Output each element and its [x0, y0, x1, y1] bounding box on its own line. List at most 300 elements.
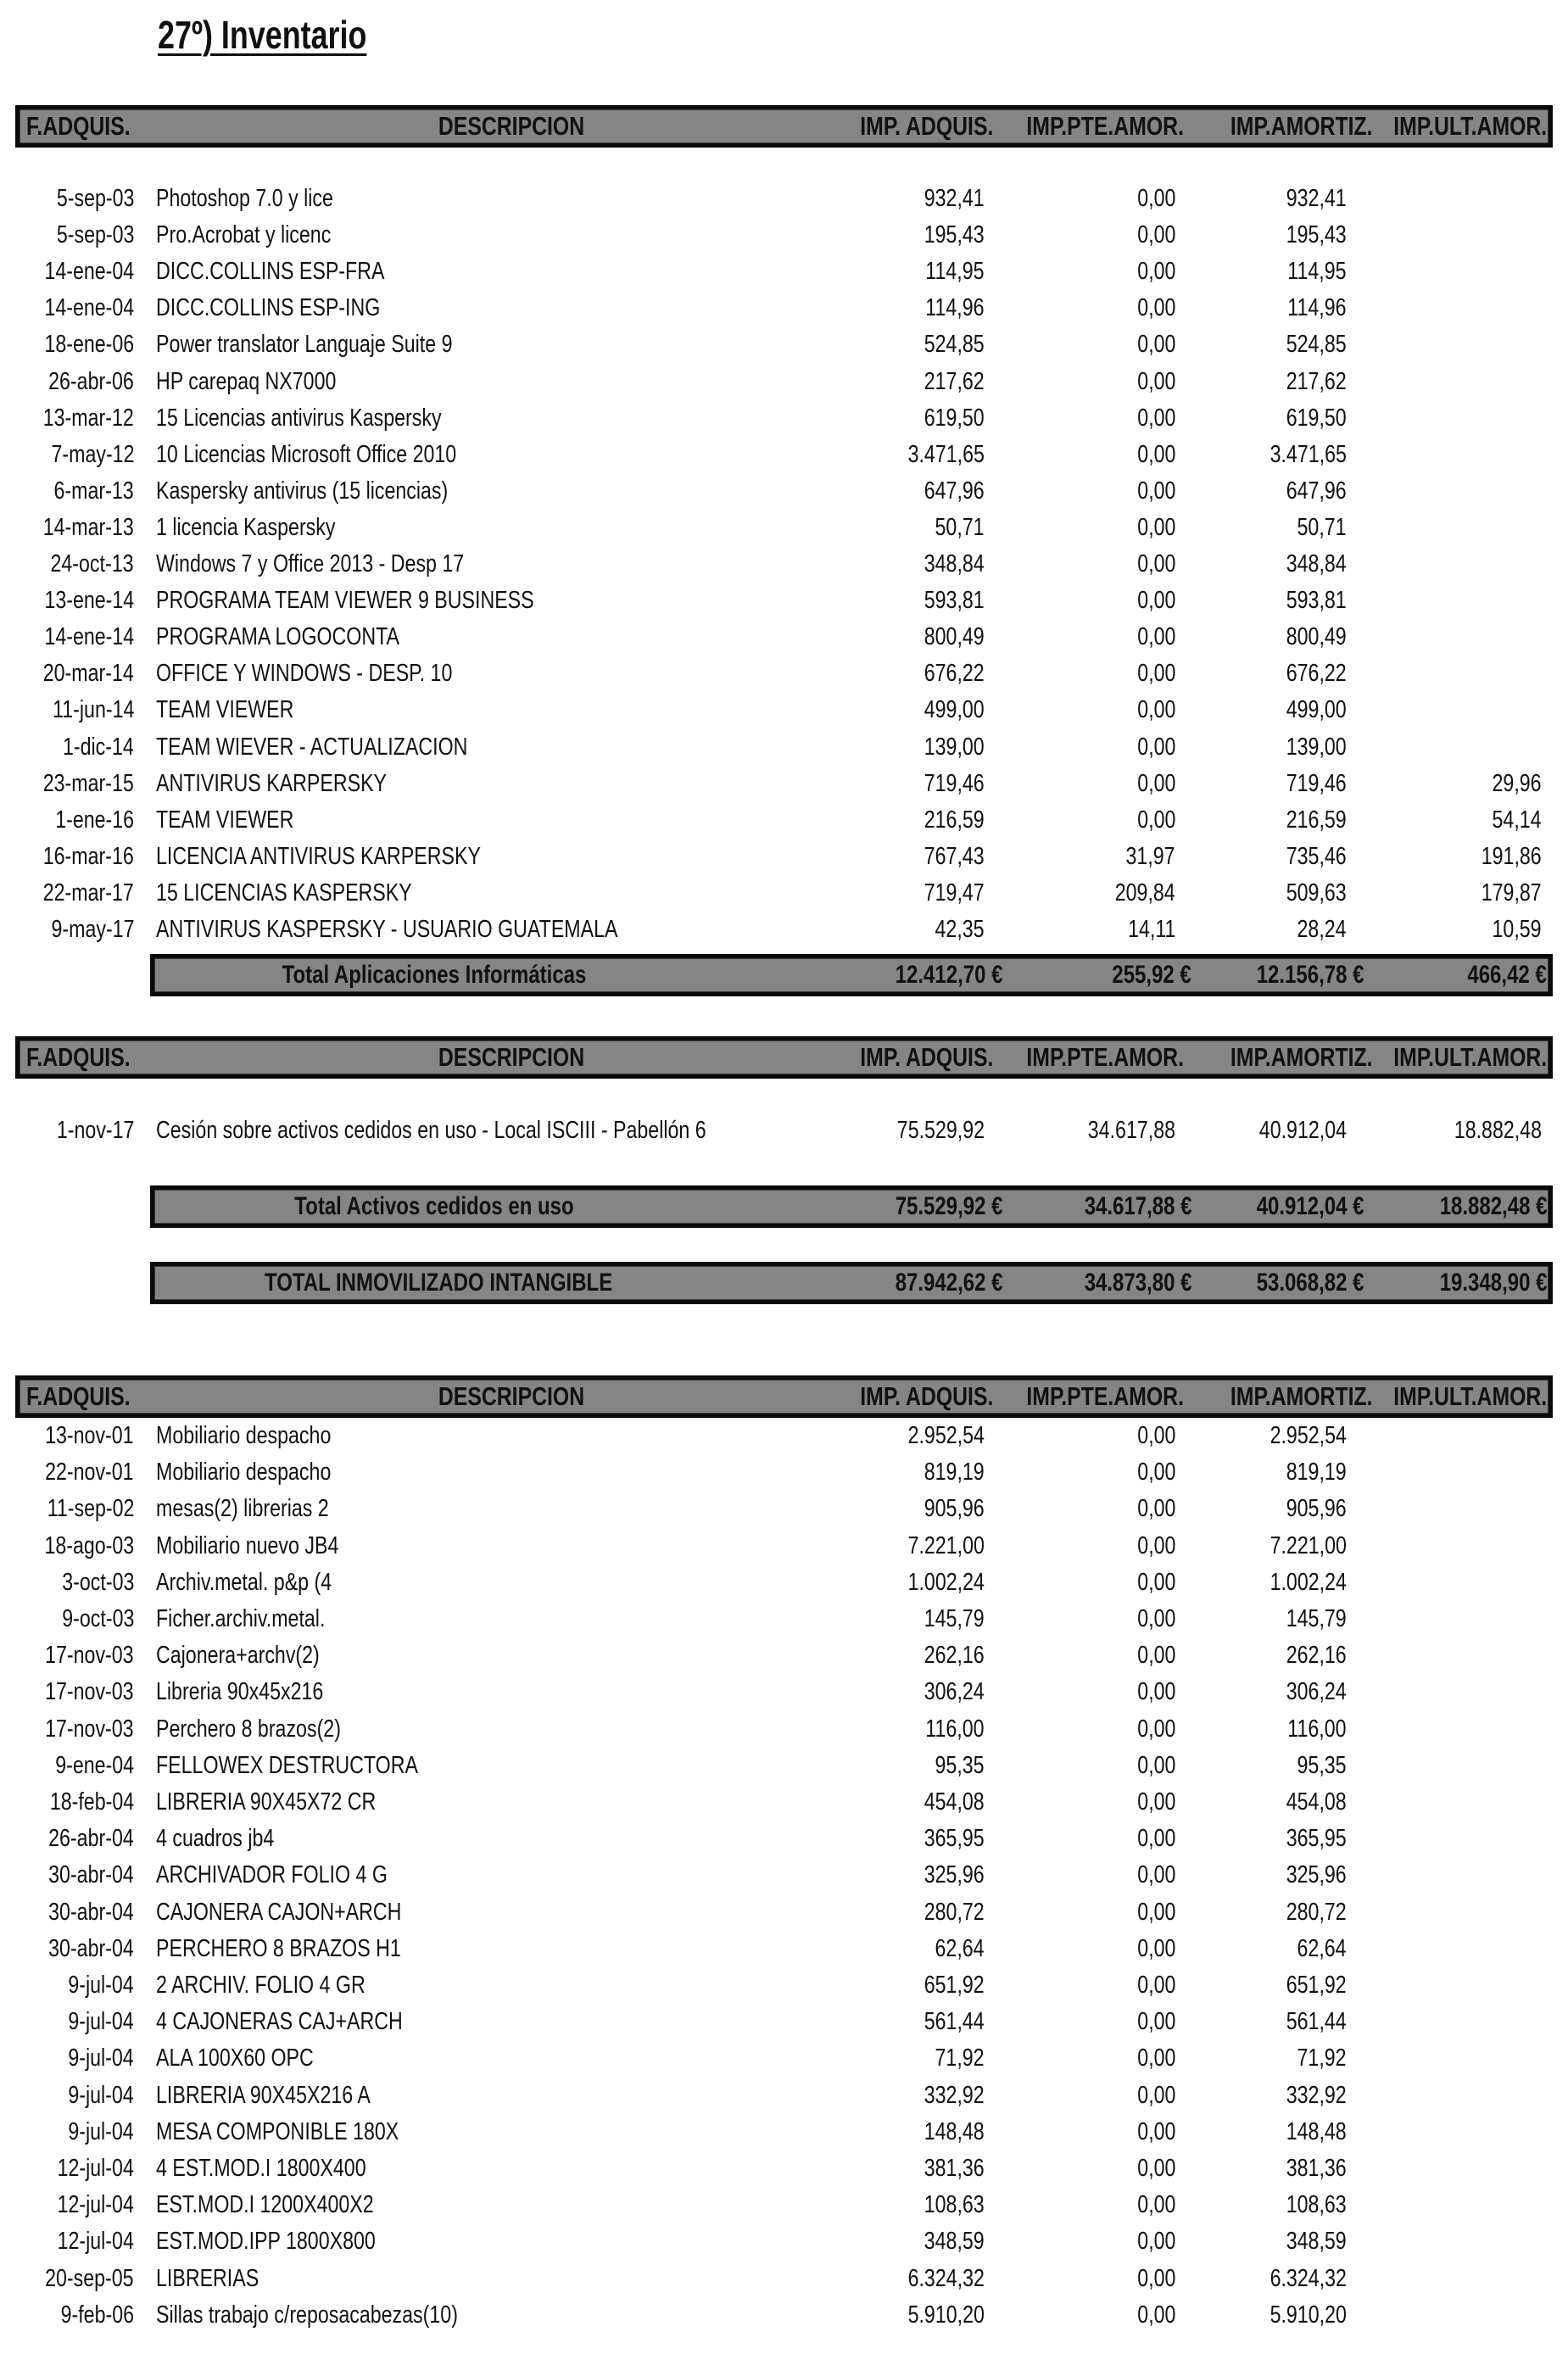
cell-imp-pte-amor: 0,00 [1136, 733, 1175, 761]
table-row [0, 1674, 1568, 1710]
cell-imp-adquis: 381,36 [924, 2155, 985, 2182]
cell-description: Cesión sobre activos cedidos en uso - Local ISCIII - Pabellón 6 [156, 1117, 706, 1144]
table-row [0, 766, 1568, 802]
cell-description: 4 cuadros jb4 [156, 1825, 275, 1853]
cell-imp-adquis: 454,08 [924, 1788, 985, 1816]
cell-imp-adquis: 116,00 [925, 1715, 985, 1743]
table-row [0, 619, 1568, 655]
cell-date: 18-ago-03 [44, 1531, 134, 1559]
cell-imp-ult-amor: 54,14 [1492, 806, 1542, 834]
page-title: 27º) Inventario [158, 13, 367, 57]
col-header-date: F.ADQUIS. [26, 111, 131, 141]
cell-imp-amortiz: 593,81 [1286, 587, 1347, 615]
cell-description: Ficher.archiv.metal. [156, 1605, 326, 1632]
grand-total-bar [150, 1262, 1553, 1304]
cell-imp-pte-amor: 0,00 [1136, 2301, 1175, 2329]
cell-imp-amortiz: 306,24 [1286, 1678, 1347, 1706]
cell-imp-amortiz: 139,00 [1286, 733, 1347, 761]
cell-description: 4 CAJONERAS CAJ+ARCH [156, 2008, 403, 2036]
cell-description: ARCHIVADOR FOLIO 4 G [156, 1861, 388, 1889]
cell-description: Pro.Acrobat y licenc [156, 221, 332, 249]
cell-imp-adquis: 195,43 [924, 221, 985, 249]
cell-date: 24-oct-13 [50, 550, 134, 577]
table-row [0, 546, 1568, 583]
cell-imp-amortiz: 114,95 [1287, 258, 1347, 286]
cell-imp-pte-amor: 0,00 [1136, 2191, 1175, 2219]
cell-date: 9-jul-04 [68, 2081, 134, 2109]
cell-imp-pte-amor: 0,00 [1136, 1459, 1175, 1487]
cell-imp-pte-amor: 0,00 [1136, 294, 1175, 322]
cell-imp-pte-amor: 0,00 [1136, 185, 1175, 212]
cell-imp-amortiz: 40.912,04 [1258, 1117, 1347, 1144]
cell-imp-pte-amor: 14,11 [1127, 916, 1175, 943]
cell-imp-ult-amor: 179,87 [1482, 879, 1542, 906]
cell-imp-adquis: 800,49 [924, 623, 985, 651]
table-row [0, 2297, 1568, 2334]
cell-imp-ult-amor: 29,96 [1492, 769, 1542, 797]
grand-total-imp-pte-amor: 34.873,80 € [1084, 1269, 1191, 1297]
cell-date: 9-ene-04 [55, 1751, 134, 1779]
cell-imp-pte-amor: 0,00 [1136, 1715, 1175, 1743]
cell-date: 20-mar-14 [42, 660, 134, 688]
table-header-1 [15, 105, 1553, 148]
cell-description: CAJONERA CAJON+ARCH [156, 1898, 402, 1926]
cell-imp-amortiz: 561,44 [1286, 2008, 1347, 2036]
table-row [0, 1748, 1568, 1784]
cell-imp-pte-amor: 0,00 [1136, 1751, 1175, 1779]
table-row [0, 2223, 1568, 2260]
table-row [0, 217, 1568, 254]
table-row [0, 2040, 1568, 2077]
total-imp-pte-amor: 34.617,88 € [1084, 1192, 1191, 1220]
cell-imp-adquis: 114,95 [925, 258, 985, 286]
cell-description: PROGRAMA LOGOCONTA [156, 623, 400, 651]
cell-description: ANTIVIRUS KASPERSKY - USUARIO GUATEMALA [156, 916, 618, 943]
cell-description: PERCHERO 8 BRAZOS H1 [156, 1934, 401, 1962]
cell-imp-pte-amor: 0,00 [1136, 1422, 1175, 1449]
col-header-imp-amortiz: IMP.AMORTIZ. [1230, 111, 1373, 141]
col-header-imp-ult-amor: IMP.ULT.AMOR. [1393, 111, 1547, 141]
cell-imp-amortiz: 108,63 [1286, 2191, 1347, 2219]
cell-date: 22-nov-01 [45, 1459, 134, 1487]
cell-description: LIBRERIA 90X45X216 A [156, 2081, 371, 2109]
cell-description: Kaspersky antivirus (15 licencias) [156, 477, 449, 505]
cell-imp-adquis: 280,72 [924, 1898, 985, 1926]
table-row [0, 437, 1568, 473]
cell-description: 4 EST.MOD.I 1800X400 [156, 2155, 366, 2182]
cell-imp-pte-amor: 0,00 [1136, 1678, 1175, 1706]
cell-description: Photoshop 7.0 y lice [156, 185, 333, 212]
cell-imp-amortiz: 735,46 [1286, 842, 1347, 870]
cell-imp-pte-amor: 0,00 [1136, 1568, 1175, 1596]
cell-imp-adquis: 332,92 [924, 2081, 985, 2109]
cell-imp-adquis: 5.910,20 [907, 2301, 985, 2329]
cell-imp-amortiz: 365,95 [1286, 1825, 1347, 1853]
col-header-date: F.ADQUIS. [26, 1381, 131, 1411]
table-row [0, 692, 1568, 728]
cell-imp-adquis: 325,96 [924, 1861, 985, 1889]
cell-imp-amortiz: 454,08 [1286, 1788, 1347, 1816]
cell-imp-pte-amor: 0,00 [1136, 404, 1175, 432]
cell-description: DICC.COLLINS ESP-FRA [156, 258, 385, 286]
cell-imp-pte-amor: 209,84 [1115, 879, 1175, 906]
cell-imp-amortiz: 71,92 [1297, 2044, 1347, 2072]
cell-imp-amortiz: 114,96 [1287, 294, 1347, 322]
cell-imp-amortiz: 217,62 [1286, 367, 1347, 395]
cell-imp-adquis: 647,96 [924, 477, 985, 505]
cell-date: 9-jul-04 [68, 2117, 134, 2145]
cell-imp-adquis: 819,19 [924, 1459, 985, 1487]
cell-date: 9-jul-04 [68, 2008, 134, 2036]
cell-date: 17-nov-03 [45, 1678, 134, 1706]
cell-imp-amortiz: 1.002,24 [1269, 1568, 1347, 1596]
cell-date: 22-mar-17 [42, 879, 134, 906]
cell-date: 9-jul-04 [68, 2044, 134, 2072]
table-row [0, 254, 1568, 290]
cell-imp-adquis: 348,84 [924, 550, 985, 577]
cell-description: 10 Licencias Microsoft Office 2010 [156, 440, 457, 468]
table-row [0, 364, 1568, 400]
cell-imp-amortiz: 95,35 [1297, 1751, 1347, 1779]
cell-description: LIBRERIA 90X45X72 CR [156, 1788, 377, 1816]
cell-imp-pte-amor: 0,00 [1136, 1531, 1175, 1559]
cell-imp-amortiz: 819,19 [1286, 1459, 1347, 1487]
cell-date: 6-mar-13 [53, 477, 134, 505]
cell-date: 12-jul-04 [57, 2155, 134, 2182]
cell-date: 23-mar-15 [42, 769, 134, 797]
cell-imp-amortiz: 719,46 [1286, 769, 1347, 797]
table-row [0, 400, 1568, 437]
cell-imp-amortiz: 148,48 [1286, 2117, 1347, 2145]
cell-imp-adquis: 50,71 [935, 513, 985, 541]
cell-date: 18-ene-06 [44, 331, 134, 359]
col-header-imp-adquis: IMP. ADQUIS. [859, 111, 993, 141]
cell-imp-amortiz: 332,92 [1286, 2081, 1347, 2109]
cell-imp-adquis: 148,48 [924, 2117, 985, 2145]
cell-imp-amortiz: 381,36 [1286, 2155, 1347, 2182]
cell-date: 9-feb-06 [60, 2301, 134, 2329]
cell-date: 1-nov-17 [56, 1117, 134, 1144]
col-header-desc: DESCRIPCION [438, 1381, 585, 1411]
cell-date: 26-abr-06 [48, 367, 134, 395]
cell-imp-pte-amor: 0,00 [1136, 1495, 1175, 1523]
cell-imp-adquis: 95,35 [935, 1751, 985, 1779]
cell-date: 30-abr-04 [48, 1934, 134, 1962]
cell-description: Perchero 8 brazos(2) [156, 1715, 341, 1743]
total-imp-amortiz: 12.156,78 € [1256, 961, 1364, 989]
total-label: Total Aplicaciones Informáticas [282, 961, 587, 989]
cell-imp-pte-amor: 0,00 [1136, 1825, 1175, 1853]
table-header-2 [15, 1036, 1553, 1079]
grand-total-label: TOTAL INMOVILIZADO INTANGIBLE [265, 1269, 613, 1297]
cell-imp-pte-amor: 0,00 [1136, 1972, 1175, 1999]
grand-total-imp-adquis: 87.942,62 € [895, 1269, 1002, 1297]
table-row [0, 1784, 1568, 1821]
cell-imp-pte-amor: 0,00 [1136, 2081, 1175, 2109]
cell-imp-amortiz: 3.471,65 [1269, 440, 1347, 468]
cell-date: 11-jun-14 [52, 696, 134, 724]
grand-total-imp-ult-amor: 19.348,90 € [1439, 1269, 1547, 1297]
cell-date: 12-jul-04 [57, 2191, 134, 2219]
cell-date: 1-ene-16 [55, 806, 134, 834]
table-row [0, 1418, 1568, 1454]
cell-description: MESA COMPONIBLE 180X [156, 2117, 399, 2145]
cell-imp-pte-amor: 0,00 [1136, 660, 1175, 688]
cell-description: Sillas trabajo c/reposacabezas(10) [156, 2301, 458, 2329]
table-row [0, 912, 1568, 948]
table-row [0, 1528, 1568, 1565]
cell-imp-adquis: 71,92 [935, 2044, 985, 2072]
cell-date: 16-mar-16 [42, 842, 134, 870]
cell-description: Archiv.metal. p&p (4 [156, 1568, 332, 1596]
cell-imp-pte-amor: 0,00 [1136, 587, 1175, 615]
col-header-desc: DESCRIPCION [438, 1042, 585, 1072]
cell-imp-adquis: 75.529,92 [896, 1117, 985, 1144]
cell-imp-amortiz: 800,49 [1286, 623, 1347, 651]
cell-imp-amortiz: 262,16 [1286, 1642, 1347, 1670]
cell-imp-amortiz: 509,63 [1286, 879, 1347, 906]
cell-date: 30-abr-04 [48, 1898, 134, 1926]
cell-imp-pte-amor: 0,00 [1136, 258, 1175, 286]
table-row [0, 583, 1568, 619]
cell-description: Cajonera+archv(2) [156, 1642, 320, 1670]
cell-description: TEAM VIEWER [156, 696, 294, 724]
cell-imp-adquis: 593,81 [924, 587, 985, 615]
col-header-imp-amortiz: IMP.AMORTIZ. [1230, 1381, 1373, 1411]
col-header-imp-adquis: IMP. ADQUIS. [859, 1381, 993, 1411]
cell-imp-adquis: 651,92 [924, 1972, 985, 1999]
cell-date: 13-ene-14 [44, 587, 134, 615]
table-row [0, 2114, 1568, 2150]
table-row [0, 1967, 1568, 2004]
total-imp-pte-amor: 255,92 € [1112, 961, 1191, 989]
cell-imp-amortiz: 524,85 [1286, 331, 1347, 359]
cell-description: Mobiliario despacho [156, 1459, 332, 1487]
cell-imp-amortiz: 5.910,20 [1269, 2301, 1347, 2329]
cell-imp-pte-amor: 0,00 [1136, 1898, 1175, 1926]
table-row [0, 802, 1568, 839]
table-row [0, 1821, 1568, 1857]
cell-imp-ult-amor: 191,86 [1482, 842, 1542, 870]
table-row [0, 473, 1568, 510]
cell-date: 1-dic-14 [63, 733, 134, 761]
table-row [0, 1637, 1568, 1674]
cell-imp-amortiz: 348,59 [1286, 2228, 1347, 2256]
cell-date: 12-jul-04 [57, 2228, 134, 2256]
total-imp-ult-amor: 466,42 € [1467, 961, 1547, 989]
cell-imp-adquis: 2.952,54 [907, 1422, 985, 1449]
cell-imp-pte-amor: 0,00 [1136, 550, 1175, 577]
col-header-imp-pte-amor: IMP.PTE.AMOR. [1026, 1042, 1184, 1072]
cell-imp-adquis: 932,41 [924, 185, 985, 212]
cell-imp-pte-amor: 0,00 [1136, 440, 1175, 468]
cell-description: EST.MOD.I 1200X400X2 [156, 2191, 374, 2219]
cell-imp-pte-amor: 0,00 [1136, 2117, 1175, 2145]
cell-imp-amortiz: 2.952,54 [1269, 1422, 1347, 1449]
cell-imp-adquis: 42,35 [935, 916, 985, 943]
cell-imp-pte-amor: 0,00 [1136, 769, 1175, 797]
cell-imp-pte-amor: 31,97 [1125, 842, 1175, 870]
cell-date: 11-sep-02 [47, 1495, 134, 1523]
table-row [0, 510, 1568, 546]
cell-date: 5-sep-03 [56, 221, 134, 249]
cell-imp-amortiz: 905,96 [1286, 1495, 1347, 1523]
cell-imp-adquis: 3.471,65 [907, 440, 985, 468]
table-row [0, 1857, 1568, 1894]
cell-description: OFFICE Y WINDOWS - DESP. 10 [156, 660, 453, 688]
total-bar-aplicaciones [150, 954, 1553, 996]
cell-imp-pte-amor: 0,00 [1136, 513, 1175, 541]
cell-description: Mobiliario despacho [156, 1422, 332, 1449]
table-row [0, 1711, 1568, 1748]
cell-description: PROGRAMA TEAM VIEWER 9 BUSINESS [156, 587, 534, 615]
cell-imp-pte-amor: 0,00 [1136, 623, 1175, 651]
cell-imp-pte-amor: 0,00 [1136, 2008, 1175, 2036]
cell-imp-ult-amor: 10,59 [1492, 916, 1542, 943]
cell-description: DICC.COLLINS ESP-ING [156, 294, 381, 322]
cell-description: 1 licencia Kaspersky [156, 513, 336, 541]
cell-imp-ult-amor: 18.882,48 [1454, 1117, 1542, 1144]
cell-imp-pte-amor: 0,00 [1136, 331, 1175, 359]
table-row [0, 290, 1568, 326]
col-header-imp-pte-amor: IMP.PTE.AMOR. [1026, 111, 1184, 141]
table-row [0, 655, 1568, 692]
cell-imp-pte-amor: 0,00 [1136, 1861, 1175, 1889]
cell-imp-amortiz: 7.221,00 [1269, 1531, 1347, 1559]
table-row [0, 1113, 1568, 1149]
cell-imp-amortiz: 62,64 [1297, 1934, 1347, 1962]
table-row [0, 875, 1568, 912]
cell-imp-amortiz: 647,96 [1286, 477, 1347, 505]
cell-description: LICENCIA ANTIVIRUS KARPERSKY [156, 842, 481, 870]
cell-imp-amortiz: 28,24 [1297, 916, 1347, 943]
table-row [0, 2004, 1568, 2040]
cell-description: Power translator Languaje Suite 9 [156, 331, 453, 359]
cell-imp-pte-amor: 0,00 [1136, 1642, 1175, 1670]
cell-description: ANTIVIRUS KARPERSKY [156, 769, 388, 797]
cell-date: 9-jul-04 [68, 1972, 134, 1999]
total-imp-amortiz: 40.912,04 € [1256, 1192, 1364, 1220]
total-label: Total Activos cedidos en uso [294, 1192, 574, 1220]
cell-imp-adquis: 905,96 [924, 1495, 985, 1523]
col-header-imp-pte-amor: IMP.PTE.AMOR. [1026, 1381, 1184, 1411]
cell-description: TEAM WIEVER - ACTUALIZACION [156, 733, 468, 761]
cell-imp-pte-amor: 0,00 [1136, 2044, 1175, 2072]
cell-description: mesas(2) librerias 2 [156, 1495, 329, 1523]
cell-imp-pte-amor: 0,00 [1136, 477, 1175, 505]
cell-description: Mobiliario nuevo JB4 [156, 1531, 339, 1559]
table-row [0, 1565, 1568, 1601]
cell-imp-amortiz: 195,43 [1286, 221, 1347, 249]
cell-imp-adquis: 619,50 [924, 404, 985, 432]
col-header-imp-ult-amor: IMP.ULT.AMOR. [1393, 1381, 1547, 1411]
table-row [0, 1454, 1568, 1491]
table-header-3 [15, 1375, 1553, 1418]
cell-imp-pte-amor: 0,00 [1136, 1934, 1175, 1962]
cell-imp-pte-amor: 0,00 [1136, 806, 1175, 834]
col-header-imp-amortiz: IMP.AMORTIZ. [1230, 1042, 1373, 1072]
cell-date: 13-nov-01 [45, 1422, 134, 1449]
cell-date: 17-nov-03 [45, 1715, 134, 1743]
table-row [0, 1894, 1568, 1931]
cell-description: ALA 100X60 OPC [156, 2044, 314, 2072]
col-header-imp-adquis: IMP. ADQUIS. [859, 1042, 993, 1072]
cell-imp-amortiz: 619,50 [1286, 404, 1347, 432]
cell-imp-adquis: 108,63 [924, 2191, 985, 2219]
cell-imp-amortiz: 116,00 [1287, 1715, 1347, 1743]
cell-imp-adquis: 139,00 [924, 733, 985, 761]
cell-imp-adquis: 524,85 [924, 331, 985, 359]
cell-imp-pte-amor: 0,00 [1136, 1788, 1175, 1816]
cell-imp-amortiz: 676,22 [1286, 660, 1347, 688]
cell-imp-adquis: 719,47 [924, 879, 985, 906]
table-row [0, 2078, 1568, 2114]
table-row [0, 1931, 1568, 1967]
cell-date: 18-feb-04 [49, 1788, 134, 1816]
cell-date: 14-ene-04 [44, 258, 134, 286]
cell-imp-adquis: 1.002,24 [907, 1568, 985, 1596]
cell-description: EST.MOD.IPP 1800X800 [156, 2228, 376, 2256]
cell-date: 7-may-12 [51, 440, 134, 468]
cell-imp-adquis: 262,16 [924, 1642, 985, 1670]
table-row [0, 2261, 1568, 2297]
table-row [0, 839, 1568, 875]
table-row [0, 326, 1568, 363]
cell-imp-amortiz: 280,72 [1286, 1898, 1347, 1926]
cell-imp-amortiz: 145,79 [1286, 1605, 1347, 1632]
total-imp-ult-amor: 18.882,48 € [1439, 1192, 1547, 1220]
cell-imp-pte-amor: 0,00 [1136, 367, 1175, 395]
cell-description: 15 Licencias antivirus Kaspersky [156, 404, 442, 432]
cell-imp-amortiz: 348,84 [1286, 550, 1347, 577]
cell-imp-pte-amor: 0,00 [1136, 1605, 1175, 1632]
total-bar-activos-cedidos [150, 1185, 1553, 1228]
cell-date: 14-mar-13 [42, 513, 134, 541]
col-header-imp-ult-amor: IMP.ULT.AMOR. [1393, 1042, 1547, 1072]
cell-imp-adquis: 306,24 [924, 1678, 985, 1706]
cell-date: 5-sep-03 [56, 185, 134, 212]
cell-imp-amortiz: 216,59 [1286, 806, 1347, 834]
cell-imp-adquis: 719,46 [924, 769, 985, 797]
cell-date: 17-nov-03 [45, 1642, 134, 1670]
cell-imp-adquis: 217,62 [924, 367, 985, 395]
col-header-date: F.ADQUIS. [26, 1042, 131, 1072]
cell-imp-pte-amor: 0,00 [1136, 2264, 1175, 2292]
cell-imp-adquis: 499,00 [924, 696, 985, 724]
cell-description: HP carepaq NX7000 [156, 367, 337, 395]
cell-date: 9-oct-03 [61, 1605, 134, 1632]
cell-imp-adquis: 6.324,32 [907, 2264, 985, 2292]
cell-description: LIBRERIAS [156, 2264, 259, 2292]
cell-description: 15 LICENCIAS KASPERSKY [156, 879, 412, 906]
cell-imp-adquis: 561,44 [924, 2008, 985, 2036]
table-row [0, 181, 1568, 217]
cell-date: 3-oct-03 [61, 1568, 134, 1596]
cell-imp-pte-amor: 0,00 [1136, 221, 1175, 249]
cell-imp-adquis: 676,22 [924, 660, 985, 688]
cell-imp-adquis: 62,64 [935, 1934, 985, 1962]
cell-imp-adquis: 7.221,00 [907, 1531, 985, 1559]
cell-imp-amortiz: 6.324,32 [1269, 2264, 1347, 2292]
cell-imp-adquis: 114,96 [925, 294, 985, 322]
table-row [0, 2187, 1568, 2223]
grand-total-imp-amortiz: 53.068,82 € [1256, 1269, 1364, 1297]
cell-imp-pte-amor: 0,00 [1136, 696, 1175, 724]
cell-date: 14-ene-04 [44, 294, 134, 322]
cell-imp-amortiz: 325,96 [1286, 1861, 1347, 1889]
cell-date: 30-abr-04 [48, 1861, 134, 1889]
table-row [0, 729, 1568, 766]
